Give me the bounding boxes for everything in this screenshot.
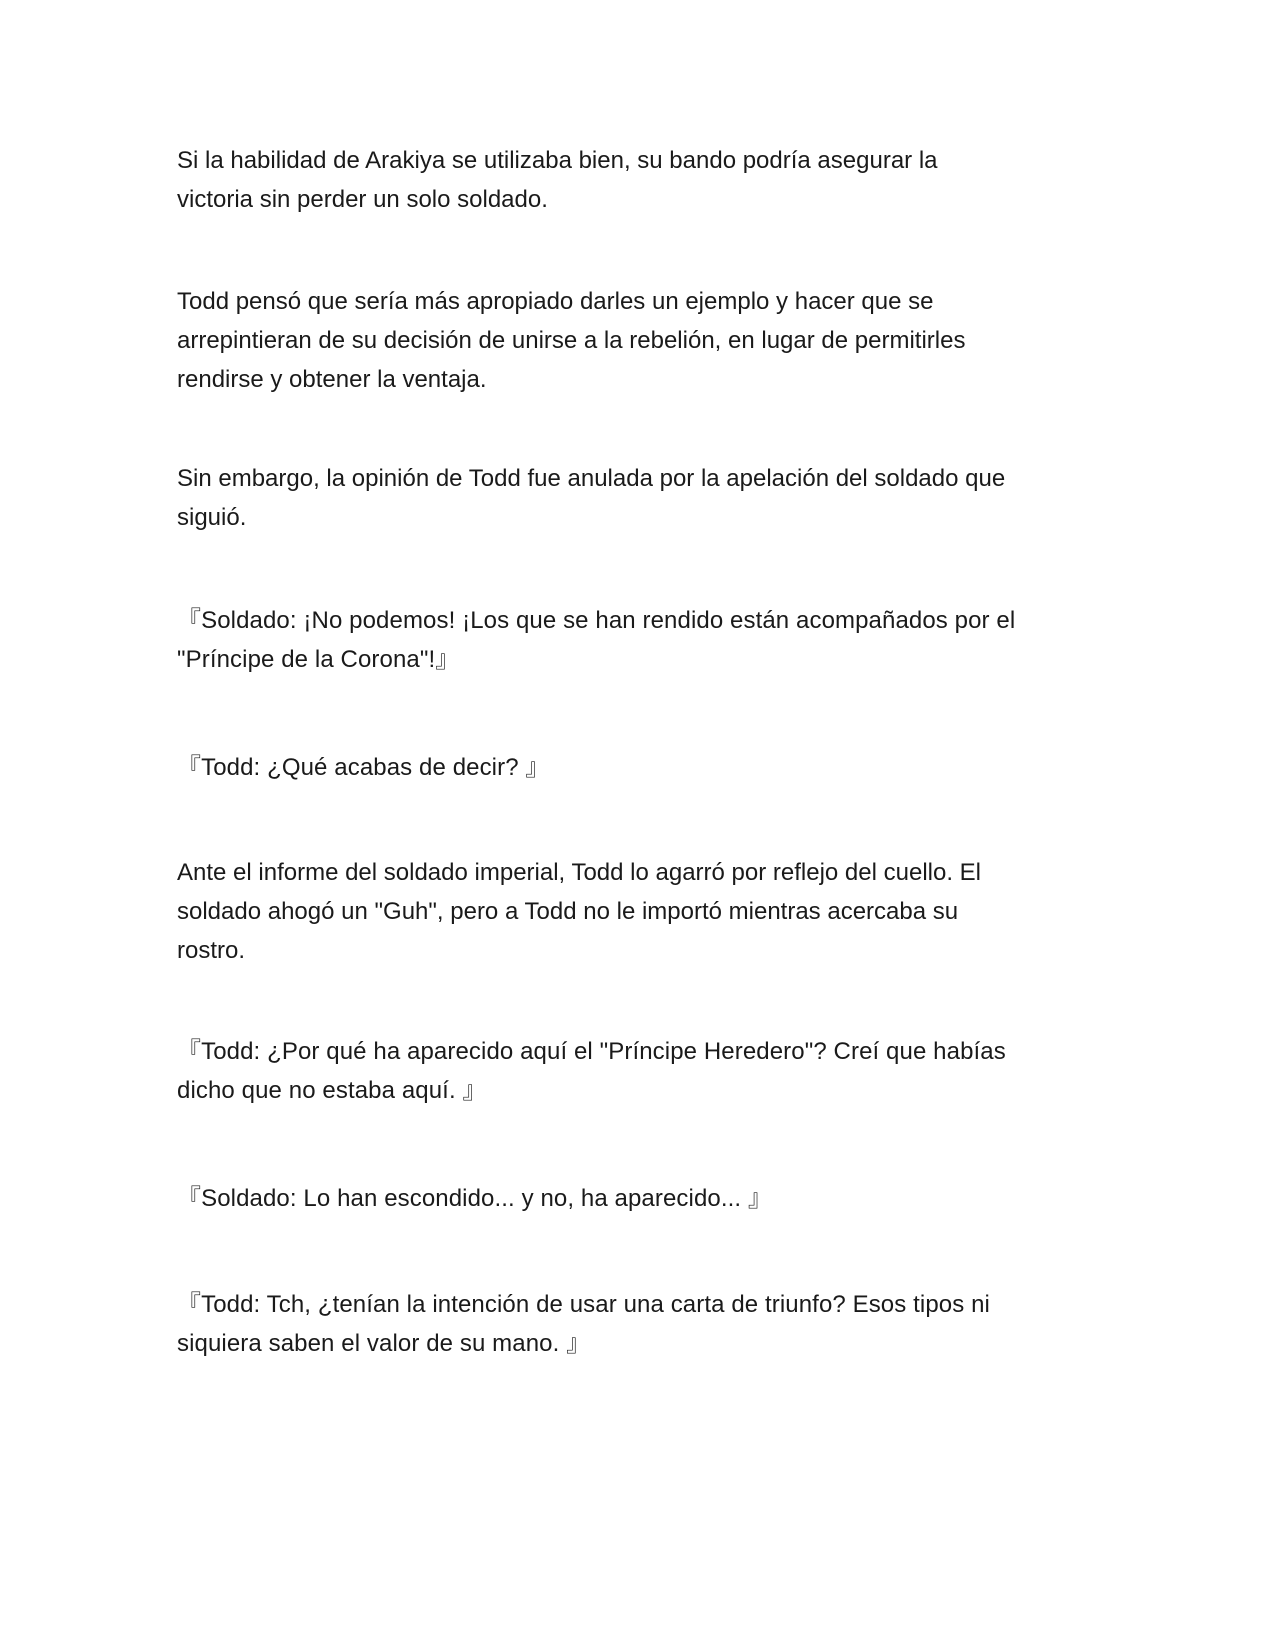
dialogue-soldier-hidden: 『Soldado: Lo han escondido... y no, ha aparecido... 』 xyxy=(177,1185,773,1212)
dialogue-soldier-crown-prince: 『Soldado: ¡No podemos! ¡Los que se han rendido están acompañados por el "Príncipe de la Corona"!』 xyxy=(177,607,1016,673)
paragraph-soldier-report: Ante el informe del soldado imperial, Todd lo agarró por reflejo del cuello. El soldado ahogó un "Guh", pero a Todd no le importó mientras acercaba su rostro. xyxy=(177,859,982,964)
dialogue-todd-trump-card: 『Todd: Tch, ¿tenían la intención de usar una carta de triunfo? Esos tipos ni siquiera saben el valor de su mano. 』 xyxy=(177,1291,990,1357)
paragraph-opinion-overruled: Sin embargo, la opinión de Todd fue anulada por la apelación del soldado que siguió. xyxy=(177,465,1006,531)
paragraph-todd-thought: Todd pensó que sería más apropiado darles un ejemplo y hacer que se arrepintieran de su decisión de unirse a la rebelión, en lugar de permitirles rendirse y obtener la ventaja. xyxy=(177,288,966,393)
paragraph-arakiya-ability: Si la habilidad de Arakiya se utilizaba bien, su bando podría asegurar la victoria sin perder un solo soldado. xyxy=(177,147,938,213)
dialogue-todd-why-prince: 『Todd: ¿Por qué ha aparecido aquí el "Príncipe Heredero"? Creí que habías dicho que no estaba aquí. 』 xyxy=(177,1038,1006,1104)
dialogue-todd-what-did-you-say: 『Todd: ¿Qué acabas de decir? 』 xyxy=(177,754,550,781)
